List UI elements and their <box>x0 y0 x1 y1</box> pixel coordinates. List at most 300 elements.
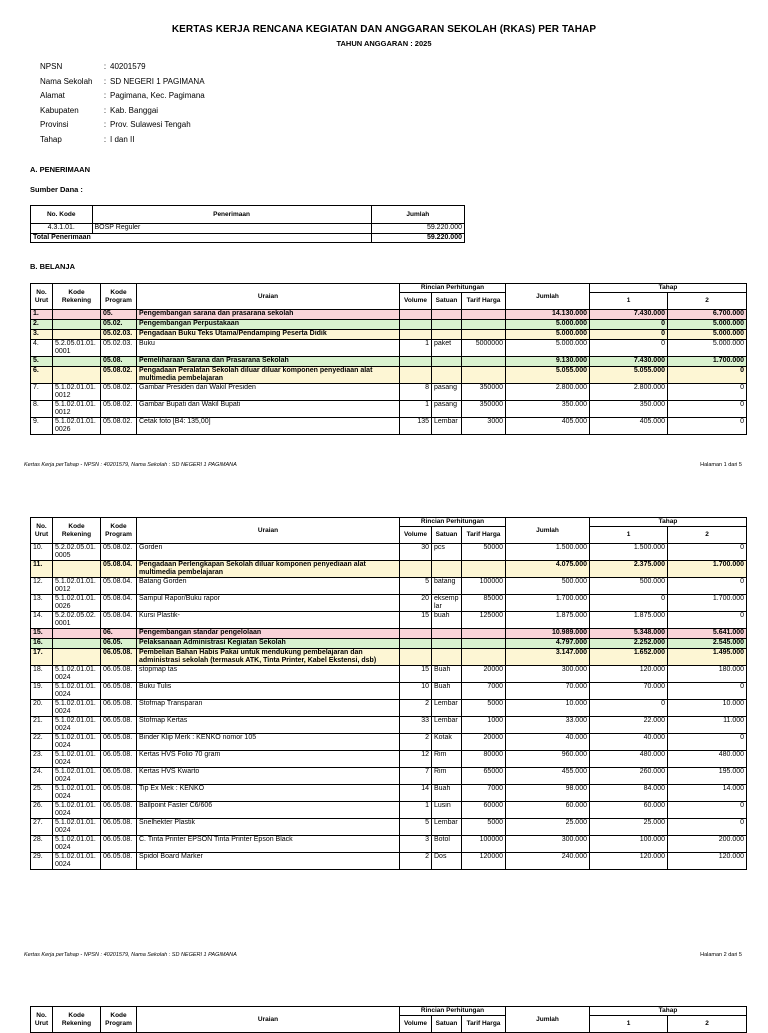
document-title: KERTAS KERJA RENCANA KEGIATAN DAN ANGGARAN SEKOLAH (RKAS) PER TAHAP <box>171 24 597 35</box>
header-jumlah: Jumlah <box>506 284 590 310</box>
cell-kode-program: 06.05.08. <box>101 717 137 734</box>
header-jumlah: Jumlah <box>371 206 464 224</box>
cell-tahap-2: 5.000.000 <box>668 320 747 330</box>
identity-colon: : <box>103 105 107 115</box>
penerimaan-heading: A. PENERIMAAN <box>30 165 91 174</box>
cell-volume <box>400 561 432 578</box>
cell-tahap-2: 200.000 <box>668 836 747 853</box>
table-row <box>31 357 747 367</box>
cell-satuan: Dos <box>432 853 462 870</box>
header-uraian: Uraian <box>137 518 400 544</box>
cell-satuan: Lembar <box>432 717 462 734</box>
cell-satuan <box>432 357 462 367</box>
cell-tahap-1: 120.000 <box>590 666 668 683</box>
cell-no: 19. <box>31 683 53 700</box>
cell-kode-rekening: 5.1.02.01.01.0024 <box>53 853 101 870</box>
cell-no: 10. <box>31 544 53 561</box>
cell-tarif: 60000 <box>462 802 506 819</box>
cell-volume <box>400 357 432 367</box>
header-jumlah: Jumlah <box>506 1007 590 1033</box>
cell-uraian: Pengadaan Buku Teks Utama/Pendamping Peserta Didik <box>137 330 400 340</box>
cell-no: 6. <box>31 367 53 384</box>
cell-tarif <box>462 639 506 649</box>
cell-tahap-1: 260.000 <box>590 768 668 785</box>
cell-kode-program: 05.08.04. <box>101 561 137 578</box>
cell-tahap-1: 25.000 <box>590 819 668 836</box>
cell-jumlah: 3.147.000 <box>506 649 590 666</box>
cell-satuan: Buah <box>432 785 462 802</box>
table-row <box>31 224 465 234</box>
cell-uraian: Pemeliharaan Sarana dan Prasarana Sekolah <box>137 357 400 367</box>
cell-satuan <box>432 561 462 578</box>
cell-kode-rekening: 5.1.02.01.01.0024 <box>53 700 101 717</box>
cell-uraian: Kursi Plastik- <box>137 612 400 629</box>
identity-label: Provinsi <box>40 120 69 130</box>
cell-tarif <box>462 310 506 320</box>
cell-no: 7. <box>31 384 53 401</box>
cell-jumlah: 300.000 <box>506 666 590 683</box>
identity-value: Kab. Banggai <box>110 105 159 115</box>
cell-tarif: 20000 <box>462 734 506 751</box>
header-tahap: Tahap <box>590 1007 747 1016</box>
cell-tahap-2: 0 <box>668 683 747 700</box>
table-row <box>31 340 747 357</box>
cell-kode-rekening: 5.1.02.01.01.0024 <box>53 836 101 853</box>
cell-volume: 30 <box>400 544 432 561</box>
cell-tarif: 85000 <box>462 595 506 612</box>
header-no: No. Urut <box>31 518 53 544</box>
cell-volume <box>400 330 432 340</box>
cell-satuan: Lusin <box>432 802 462 819</box>
cell-kode-program: 05.08.02. <box>101 384 137 401</box>
cell-tahap-1: 350.000 <box>590 401 668 418</box>
cell-kode-rekening: 5.1.02.01.01.0024 <box>53 683 101 700</box>
cell-tahap-1: 0 <box>590 700 668 717</box>
header-tahap-2: 2 <box>668 293 747 310</box>
cell-kode-program: 06.05.08. <box>101 734 137 751</box>
table-row <box>31 836 747 853</box>
cell-kode-program: 06.05.08. <box>101 649 137 666</box>
cell-jumlah: 60.000 <box>506 802 590 819</box>
cell-no: 11. <box>31 561 53 578</box>
cell-satuan: eksemplar <box>432 595 462 612</box>
cell-jumlah: 300.000 <box>506 836 590 853</box>
table-row <box>31 717 747 734</box>
cell-satuan: pasang <box>432 401 462 418</box>
cell-kode-program: 06.05.08. <box>101 802 137 819</box>
cell-tahap-1: 0 <box>590 320 668 330</box>
cell-tahap-1: 500.000 <box>590 578 668 595</box>
cell-satuan: Botol <box>432 836 462 853</box>
header-satuan: Satuan <box>432 527 462 544</box>
cell-volume <box>400 310 432 320</box>
cell-kode-program: 05.08.04. <box>101 578 137 595</box>
cell-kode-rekening: 5.1.02.01.01.0012 <box>53 578 101 595</box>
table-row <box>31 401 747 418</box>
identity-row <box>40 77 205 92</box>
cell-tahap-2: 2.545.000 <box>668 639 747 649</box>
cell-tarif <box>462 330 506 340</box>
document-subtitle: TAHUN ANGGARAN : 2025 <box>336 39 432 48</box>
cell-kode-rekening: 5.2.02.05.01.0005 <box>53 544 101 561</box>
cell-kode-program: 06.05.08. <box>101 819 137 836</box>
cell-tarif: 7000 <box>462 785 506 802</box>
cell-volume: 15 <box>400 666 432 683</box>
cell-tarif: 100000 <box>462 578 506 595</box>
cell-volume: 33 <box>400 717 432 734</box>
cell-tarif: 100000 <box>462 836 506 853</box>
cell-uraian: Pengadaan Peralatan Sekolah diluar diluar komponen penyediaan alat multimedia pembelajaran <box>137 367 400 384</box>
table-row <box>31 666 747 683</box>
cell-uraian: Buku Tulis <box>137 683 400 700</box>
cell-uraian: Stofmap Transparan <box>137 700 400 717</box>
cell-volume: 3 <box>400 836 432 853</box>
cell-kode-program: 06.05.08. <box>101 751 137 768</box>
cell-kode-rekening <box>53 649 101 666</box>
cell-satuan <box>432 330 462 340</box>
cell-uraian: Pengembangan standar pengelolaan <box>137 629 400 639</box>
cell-tahap-2: 14.000 <box>668 785 747 802</box>
cell-tahap-1: 7.430.000 <box>590 357 668 367</box>
cell-tahap-2: 1.700.000 <box>668 561 747 578</box>
cell-kode-program: 06.05.08. <box>101 768 137 785</box>
cell-tahap-1: 120.000 <box>590 853 668 870</box>
cell-uraian: Sampul Rapor/Buku rapor <box>137 595 400 612</box>
cell-volume <box>400 367 432 384</box>
header-kode-rekening: Kode Rekening <box>53 1007 101 1033</box>
cell-satuan <box>432 629 462 639</box>
header-tahap: Tahap <box>590 518 747 527</box>
cell-tahap-1: 40.000 <box>590 734 668 751</box>
table-row <box>31 561 747 578</box>
cell-tahap-1: 1.875.000 <box>590 612 668 629</box>
cell-tahap-1: 5.348.000 <box>590 629 668 639</box>
cell-satuan: Rim <box>432 751 462 768</box>
cell-tahap-1: 7.430.000 <box>590 310 668 320</box>
page-footer: Kertas Kerja perTahap - NPSN : 40201579, Nama Sekolah : SD NEGERI 1 PAGIMANA <box>24 952 237 958</box>
belanja-table-page-2 <box>30 517 747 870</box>
cell-volume: 2 <box>400 734 432 751</box>
cell-no: 20. <box>31 700 53 717</box>
identity-row <box>40 91 205 106</box>
cell-kode-program: 05.08.04. <box>101 612 137 629</box>
cell-tahap-2: 5.641.000 <box>668 629 747 639</box>
cell-uraian: Pelaksanaan Administrasi Kegiatan Sekolah <box>137 639 400 649</box>
cell-tahap-2: 0 <box>668 578 747 595</box>
identity-label: Alamat <box>40 91 65 101</box>
cell-satuan: Rim <box>432 768 462 785</box>
cell-kode-rekening: 5.1.02.01.01.0012 <box>53 401 101 418</box>
cell-volume: 12 <box>400 751 432 768</box>
identity-row <box>40 62 205 77</box>
identity-label: Tahap <box>40 134 62 144</box>
cell-no: 17. <box>31 649 53 666</box>
cell-tahap-2: 195.000 <box>668 768 747 785</box>
table-row <box>31 578 747 595</box>
cell-tahap-2: 120.000 <box>668 853 747 870</box>
cell-kode-program: 06.05.08. <box>101 785 137 802</box>
cell-uraian: Gambar Presiden dan Wakil Presiden <box>137 384 400 401</box>
cell-jumlah: 70.000 <box>506 683 590 700</box>
cell-uraian: Pengembangan sarana dan prasarana sekolah <box>137 310 400 320</box>
identity-value: Pagimana, Kec. Pagimana <box>110 91 205 101</box>
cell-tarif: 1000 <box>462 717 506 734</box>
identity-value: SD NEGERI 1 PAGIMANA <box>110 76 205 86</box>
cell-volume: 7 <box>400 768 432 785</box>
cell-tahap-2: 1.700.000 <box>668 357 747 367</box>
cell-no: 1. <box>31 310 53 320</box>
cell-tarif: 50000 <box>462 544 506 561</box>
cell-jumlah: 9.130.000 <box>506 357 590 367</box>
total-value: 59.220.000 <box>371 234 464 243</box>
identity-colon: : <box>103 76 107 86</box>
cell-jumlah: 240.000 <box>506 853 590 870</box>
cell-tarif: 5000 <box>462 819 506 836</box>
table-row <box>31 683 747 700</box>
cell-uraian: Gambar Bupati dan Wakil Bupati <box>137 401 400 418</box>
cell-kode-rekening: 5.1.02.01.01.0024 <box>53 734 101 751</box>
cell-uraian: Kertas HVS Folio 70 gram <box>137 751 400 768</box>
cell-tahap-2: 0 <box>668 734 747 751</box>
cell-tahap-1: 1.500.000 <box>590 544 668 561</box>
table-row <box>31 768 747 785</box>
cell-jumlah: 33.000 <box>506 717 590 734</box>
cell-uraian: Pembelian Bahan Habis Pakai untuk mendukung pembelajaran dan administrasi sekolah (termasuk ATK, Tinta Printer, Kabel Ekstensi, dsb) <box>137 649 400 666</box>
cell-tahap-1: 2.252.000 <box>590 639 668 649</box>
cell-kode-program: 05.08.04. <box>101 595 137 612</box>
cell-kode-rekening: 5.1.02.01.01.0024 <box>53 666 101 683</box>
cell-tahap-1: 22.000 <box>590 717 668 734</box>
cell-kode-rekening: 5.1.02.01.01.0024 <box>53 717 101 734</box>
cell-kode-rekening: 5.1.02.01.01.0026 <box>53 418 101 435</box>
table-row <box>31 367 747 384</box>
cell-kode-rekening <box>53 629 101 639</box>
cell-no: 28. <box>31 836 53 853</box>
cell-volume <box>400 629 432 639</box>
cell-kode-program: 06.05.08. <box>101 836 137 853</box>
cell-no: 13. <box>31 595 53 612</box>
cell-volume <box>400 649 432 666</box>
cell-tahap-1: 0 <box>590 595 668 612</box>
identity-row <box>40 135 205 150</box>
cell-tarif <box>462 357 506 367</box>
cell-tahap-1: 0 <box>590 340 668 357</box>
cell-jumlah: 1.500.000 <box>506 544 590 561</box>
belanja-table-page-3 <box>30 1006 747 1033</box>
cell-kode-program: 06.05. <box>101 639 137 649</box>
cell-volume: 1 <box>400 340 432 357</box>
identity-value: Prov. Sulawesi Tengah <box>110 120 191 130</box>
cell-tahap-2: 6.700.000 <box>668 310 747 320</box>
cell-tahap-2: 5.000.000 <box>668 340 747 357</box>
cell-kode-program: 06.05.08. <box>101 853 137 870</box>
total-row <box>31 234 465 243</box>
cell-kode-program: 05.08.02. <box>101 418 137 435</box>
cell-satuan <box>432 649 462 666</box>
cell-tarif <box>462 367 506 384</box>
cell-tahap-2: 0 <box>668 544 747 561</box>
cell-tahap-1: 2.800.000 <box>590 384 668 401</box>
cell-jumlah: 5.000.000 <box>506 330 590 340</box>
cell-jumlah: 10.000 <box>506 700 590 717</box>
penerimaan-jumlah: 59.220.000 <box>371 224 464 234</box>
cell-satuan: buah <box>432 612 462 629</box>
cell-tahap-2: 1.495.000 <box>668 649 747 666</box>
cell-tarif: 80000 <box>462 751 506 768</box>
header-tahap: Tahap <box>590 284 747 293</box>
cell-kode-program: 05. <box>101 310 137 320</box>
cell-no: 18. <box>31 666 53 683</box>
cell-jumlah: 25.000 <box>506 819 590 836</box>
school-identity <box>40 62 205 150</box>
cell-uraian: Tip Ex Mek : KENKO <box>137 785 400 802</box>
cell-no: 8. <box>31 401 53 418</box>
header-penerimaan: Penerimaan <box>92 206 371 224</box>
header-tahap-1: 1 <box>590 1016 668 1033</box>
cell-satuan: Lembar <box>432 700 462 717</box>
table-row <box>31 330 747 340</box>
identity-label: NPSN <box>40 62 63 71</box>
cell-jumlah: 4.797.000 <box>506 639 590 649</box>
cell-volume: 15 <box>400 612 432 629</box>
cell-jumlah: 98.000 <box>506 785 590 802</box>
header-volume: Volume <box>400 293 432 310</box>
cell-jumlah: 2.800.000 <box>506 384 590 401</box>
header-volume: Volume <box>400 527 432 544</box>
cell-satuan: Buah <box>432 666 462 683</box>
cell-kode-program: 05.02.03. <box>101 330 137 340</box>
table-row <box>31 734 747 751</box>
identity-label: Kabupaten <box>40 105 79 115</box>
total-label: Total Penerimaan <box>31 234 372 243</box>
table-row <box>31 310 747 320</box>
table-row <box>31 700 747 717</box>
table-row <box>31 418 747 435</box>
header-kode-rekening: Kode Rekening <box>53 518 101 544</box>
cell-kode-rekening <box>53 357 101 367</box>
cell-tarif <box>462 629 506 639</box>
cell-no: 16. <box>31 639 53 649</box>
cell-uraian: stopmap tas <box>137 666 400 683</box>
cell-kode-program: 06.05.08. <box>101 683 137 700</box>
table-row <box>31 649 747 666</box>
cell-tarif: 350000 <box>462 384 506 401</box>
cell-kode-rekening: 5.2.02.05.02.0001 <box>53 612 101 629</box>
penerimaan-table <box>30 205 465 243</box>
cell-jumlah: 14.130.000 <box>506 310 590 320</box>
cell-kode-program: 05.08.02. <box>101 367 137 384</box>
cell-kode-rekening <box>53 320 101 330</box>
cell-kode-rekening <box>53 310 101 320</box>
cell-kode-rekening: 5.1.02.01.01.0024 <box>53 819 101 836</box>
cell-tahap-2: 5.000.000 <box>668 330 747 340</box>
cell-kode-program: 06. <box>101 629 137 639</box>
header-tarif: Tarif Harga <box>462 1016 506 1033</box>
cell-jumlah: 40.000 <box>506 734 590 751</box>
cell-no: 5. <box>31 357 53 367</box>
table-row <box>31 320 747 330</box>
cell-kode-program: 05.08.02. <box>101 401 137 418</box>
header-rincian: Rincian Perhitungan <box>400 518 506 527</box>
cell-kode-rekening <box>53 639 101 649</box>
cell-volume: 1 <box>400 401 432 418</box>
cell-uraian: Gorden <box>137 544 400 561</box>
header-jumlah: Jumlah <box>506 518 590 544</box>
identity-row <box>40 106 205 121</box>
cell-satuan: Kotak <box>432 734 462 751</box>
table-row <box>31 629 747 639</box>
cell-jumlah: 350.000 <box>506 401 590 418</box>
cell-tahap-2: 180.000 <box>668 666 747 683</box>
cell-no: 22. <box>31 734 53 751</box>
table-row <box>31 853 747 870</box>
table-row <box>31 751 747 768</box>
header-kode-program: Kode Program <box>101 518 137 544</box>
cell-tarif <box>462 320 506 330</box>
cell-tahap-2: 0 <box>668 418 747 435</box>
cell-uraian: Stofmap Kertas <box>137 717 400 734</box>
cell-tarif: 350000 <box>462 401 506 418</box>
cell-jumlah: 405.000 <box>506 418 590 435</box>
cell-tahap-2: 0 <box>668 802 747 819</box>
header-tahap-2: 2 <box>668 527 747 544</box>
header-rincian: Rincian Perhitungan <box>400 284 506 293</box>
cell-tahap-2: 0 <box>668 384 747 401</box>
cell-satuan: pasang <box>432 384 462 401</box>
cell-kode-rekening <box>53 367 101 384</box>
table-row <box>31 612 747 629</box>
cell-tahap-1: 1.652.000 <box>590 649 668 666</box>
cell-jumlah: 455.000 <box>506 768 590 785</box>
cell-kode-rekening: 5.1.02.01.01.0024 <box>53 751 101 768</box>
cell-no: 21. <box>31 717 53 734</box>
table-row <box>31 384 747 401</box>
cell-tahap-1: 5.055.000 <box>590 367 668 384</box>
identity-colon: : <box>103 62 107 71</box>
header-kode-rekening: Kode Rekening <box>53 284 101 310</box>
cell-tahap-1: 2.375.000 <box>590 561 668 578</box>
sumber-dana-label: Sumber Dana : <box>30 185 83 194</box>
cell-kode-program: 05.08.02. <box>101 544 137 561</box>
cell-volume: 20 <box>400 595 432 612</box>
cell-tahap-1: 60.000 <box>590 802 668 819</box>
cell-tahap-2: 10.000 <box>668 700 747 717</box>
header-no: No. Urut <box>31 1007 53 1033</box>
page-number: Halaman 1 dari 5 <box>700 462 742 468</box>
cell-uraian: Spidol Board Marker <box>137 853 400 870</box>
header-uraian: Uraian <box>137 1007 400 1033</box>
cell-no: 29. <box>31 853 53 870</box>
cell-jumlah: 500.000 <box>506 578 590 595</box>
cell-volume <box>400 320 432 330</box>
cell-uraian: Pengembangan Perpustakaan <box>137 320 400 330</box>
identity-row <box>40 120 205 135</box>
cell-satuan <box>432 320 462 330</box>
header-tarif: Tarif Harga <box>462 527 506 544</box>
cell-no: 24. <box>31 768 53 785</box>
cell-tarif: 120000 <box>462 853 506 870</box>
cell-volume: 2 <box>400 700 432 717</box>
penerimaan-kode: 4.3.1.01. <box>31 224 93 234</box>
cell-volume: 10 <box>400 683 432 700</box>
page-number: Halaman 2 dari 5 <box>700 952 742 958</box>
cell-no: 23. <box>31 751 53 768</box>
cell-tarif: 65000 <box>462 768 506 785</box>
cell-volume <box>400 639 432 649</box>
cell-no: 4. <box>31 340 53 357</box>
cell-uraian: Batang Gorden <box>137 578 400 595</box>
cell-satuan: pcs <box>432 544 462 561</box>
